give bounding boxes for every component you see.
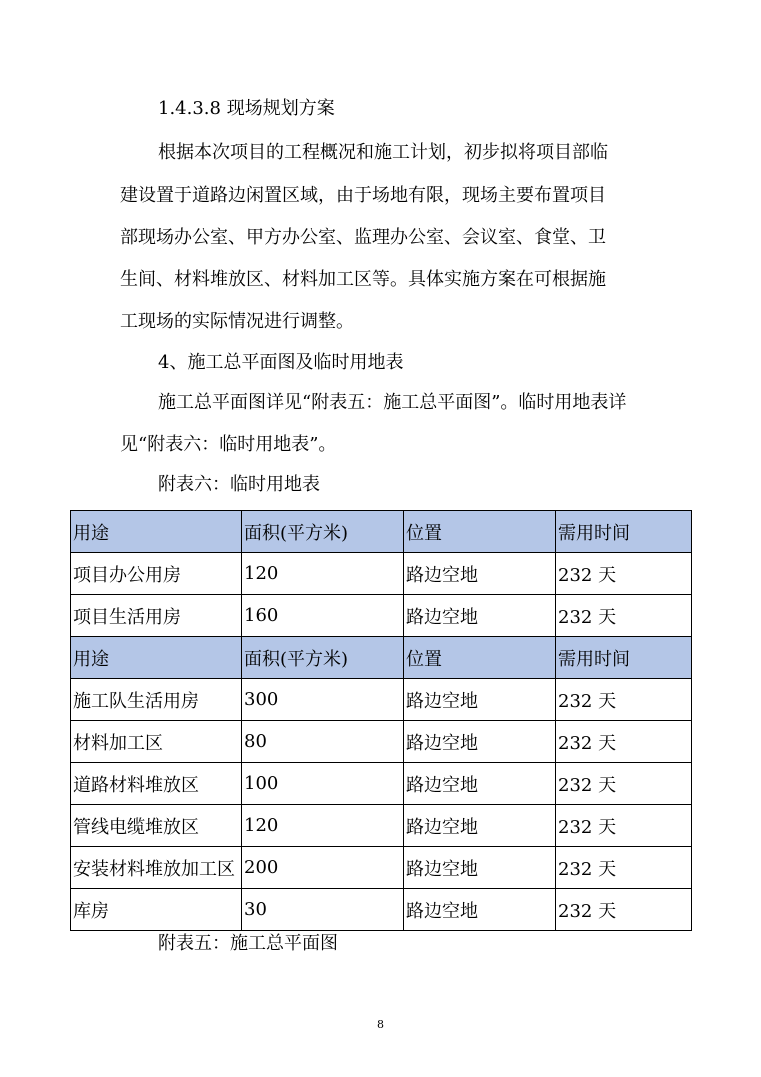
table-row — [71, 847, 692, 889]
table-cell: 100 — [242, 763, 404, 805]
table-cell: 232 天 — [556, 847, 692, 889]
table-cell: 120 — [242, 805, 404, 847]
paragraph-line: 工现场的实际情况进行调整。 — [120, 311, 354, 332]
table-cell: 材料加工区 — [71, 721, 242, 763]
table-cell: 路边空地 — [404, 553, 556, 595]
table-cell: 160 — [242, 595, 404, 637]
table-cell: 232 天 — [556, 553, 692, 595]
table-cell: 路边空地 — [404, 763, 556, 805]
table-cell: 路边空地 — [404, 595, 556, 637]
table-cell: 路边空地 — [404, 847, 556, 889]
table-cell: 道路材料堆放区 — [71, 763, 242, 805]
table-cell: 路边空地 — [404, 889, 556, 931]
table-cell: 路边空地 — [404, 679, 556, 721]
table-header-cell: 面积(平方米) — [242, 511, 404, 553]
table-row — [71, 721, 692, 763]
table-header-cell: 需用时间 — [556, 637, 692, 679]
table-row — [71, 763, 692, 805]
table-cell: 项目办公用房 — [71, 553, 242, 595]
table-cell: 232 天 — [556, 679, 692, 721]
table-cell: 管线电缆堆放区 — [71, 805, 242, 847]
paragraph-line: 生间、材料堆放区、材料加工区等。具体实施方案在可根据施 — [120, 269, 606, 290]
table-cell: 300 — [242, 679, 404, 721]
table-header-row — [71, 637, 692, 679]
table-header-cell: 需用时间 — [556, 511, 692, 553]
table-cell: 232 天 — [556, 763, 692, 805]
table-cell: 施工队生活用房 — [71, 679, 242, 721]
table-cell: 路边空地 — [404, 721, 556, 763]
table-header-cell: 位置 — [404, 637, 556, 679]
table-header-cell: 用途 — [71, 511, 242, 553]
paragraph-line: 建设置于道路边闲置区域，由于场地有限，现场主要布置项目 — [120, 185, 606, 206]
page-number: 8 — [377, 1018, 384, 1031]
table-cell: 项目生活用房 — [71, 595, 242, 637]
section-4-title: 4、施工总平面图及临时用地表 — [158, 352, 404, 373]
table-cell: 120 — [242, 553, 404, 595]
table-header-row — [71, 511, 692, 553]
table-row — [71, 553, 692, 595]
table-cell: 232 天 — [556, 595, 692, 637]
table-cell: 80 — [242, 721, 404, 763]
table-header-cell: 用途 — [71, 637, 242, 679]
table-caption: 附表六：临时用地表 — [158, 474, 320, 495]
table-row — [71, 805, 692, 847]
table-row — [71, 595, 692, 637]
paragraph-line: 施工总平面图详见“附表五：施工总平面图”。临时用地表详 — [158, 392, 627, 413]
temporary-land-table — [70, 510, 692, 931]
table-header-cell: 面积(平方米) — [242, 637, 404, 679]
table-cell: 安装材料堆放加工区 — [71, 847, 242, 889]
paragraph-line: 根据本次项目的工程概况和施工计划，初步拟将项目部临 — [158, 142, 608, 163]
table-cell: 200 — [242, 847, 404, 889]
table-cell: 232 天 — [556, 805, 692, 847]
table-cell: 库房 — [71, 889, 242, 931]
table-cell: 路边空地 — [404, 805, 556, 847]
table-cell: 232 天 — [556, 721, 692, 763]
table-row — [71, 889, 692, 931]
table-row — [71, 679, 692, 721]
paragraph-line: 见“附表六：临时用地表”。 — [120, 434, 337, 455]
figure-caption: 附表五：施工总平面图 — [158, 933, 338, 954]
table-header-cell: 位置 — [404, 511, 556, 553]
paragraph-line: 部现场办公室、甲方办公室、监理办公室、会议室、食堂、卫 — [120, 227, 606, 248]
table-cell: 30 — [242, 889, 404, 931]
section-heading: 1.4.3.8 现场规划方案 — [158, 98, 335, 119]
table-cell: 232 天 — [556, 889, 692, 931]
